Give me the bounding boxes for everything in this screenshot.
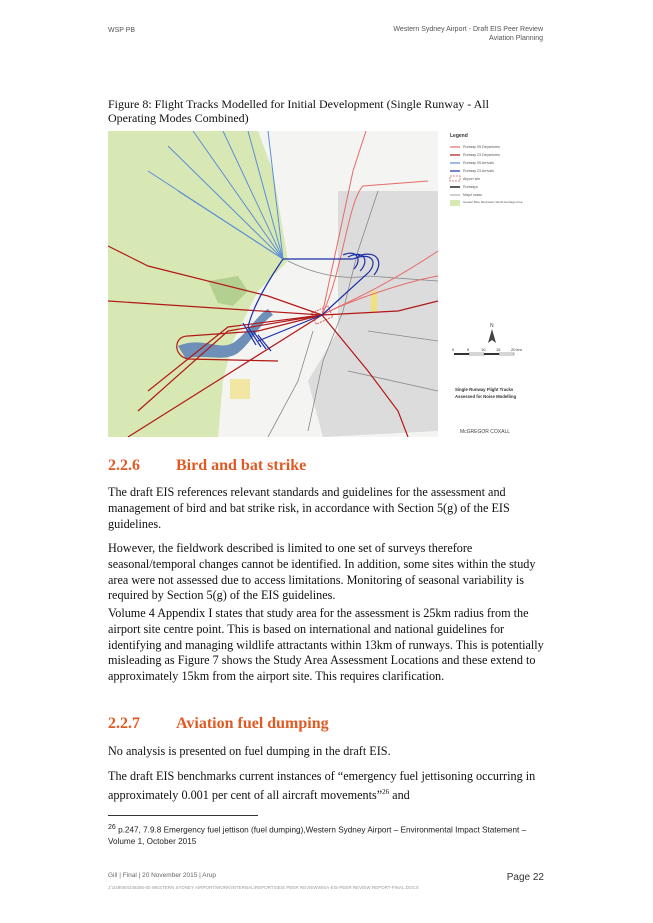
- section-heading-fuel-dumping: [108, 715, 329, 733]
- paragraph-fuel-benchmark: [108, 769, 545, 804]
- map-svg: [108, 131, 540, 437]
- footnote: [108, 822, 548, 847]
- scale-label: 15: [496, 347, 501, 352]
- map-logo: McGREGOR COXALL: [460, 429, 511, 435]
- section-number: 2.2.6: [108, 457, 140, 474]
- footnote-ref[interactable]: 26: [382, 787, 390, 796]
- header-title: [393, 25, 543, 43]
- section-title: Aviation fuel dumping: [176, 715, 329, 732]
- page-number: Page 22: [506, 872, 544, 883]
- section-number: 2.2.7: [108, 715, 140, 732]
- header-title-line1: Western Sydney Airport - Draft EIS Peer Review: [393, 26, 543, 33]
- svg-text:Assessed for Noise Modelling: Assessed for Noise Modelling: [455, 394, 517, 399]
- legend-title: Legend: [450, 133, 468, 139]
- figure-caption-line1: Figure 8: Flight Tracks Modelled for Initial Development (Single Runway - All: [108, 97, 489, 111]
- flight-tracks-map: [108, 131, 540, 437]
- scale-label: 5: [467, 347, 470, 352]
- svg-text:N: N: [490, 323, 494, 329]
- footnote-rule: [108, 815, 258, 816]
- paragraph-text: The draft EIS benchmarks current instances of “emergency fuel jettisoning occurring in approximately 0.001 per cent of all aircraft movements”: [108, 769, 536, 802]
- paragraph: No analysis is presented on fuel dumping in the draft EIS.: [108, 744, 391, 758]
- svg-text:Single Runway Flight Tracks: Single Runway Flight Tracks: [455, 387, 514, 392]
- legend-item: Greater Blue Mountains World Heritage Area: [463, 200, 523, 204]
- legend-item: Airport site: [463, 177, 481, 181]
- paragraph: However, the fieldwork described is limited to one set of surveys therefore seasonal/temporal changes cannot be identified. In addition, some sites within the study area were not assessed due to access limitations. Monitoring of seasonal variability is required by Section 5(g) of the EIS guidelines.: [108, 541, 536, 603]
- scale-label: 10: [481, 347, 486, 352]
- legend-item: Runway 23 Departures: [463, 153, 500, 157]
- figure-caption-line2: Operating Modes Combined): [108, 111, 249, 125]
- legend-item: Runway 23 Arrivals: [463, 169, 494, 173]
- section-heading-bird-bat: [108, 457, 306, 475]
- header-title-line2: Aviation Planning: [489, 35, 543, 42]
- footer-left: Gill | Final | 20 November 2015 | Arup: [108, 872, 217, 879]
- paragraph-text-end: and: [389, 787, 410, 802]
- header-company: WSP PB: [108, 27, 136, 34]
- paragraph: The draft EIS references relevant standards and guidelines for the assessment and management of bird and bat strike risk, in accordance with Section 5(g) of the EIS guidelines.: [108, 485, 510, 531]
- legend-item: Runway 05 Departures: [463, 145, 500, 149]
- scale-label: 0: [452, 347, 455, 352]
- figure-caption: [108, 97, 548, 125]
- legend-item: Runway 05 Arrivals: [463, 161, 494, 165]
- footer-file-path: J:\249000\249285-00 WESTERN SYDNEY AIRPORT\WORK\INTERNAL\REPORTS\EIS PEER REVIEW\WSA-EIS-PEER REVIEW REPORT-FINAL.DOCX: [108, 885, 419, 890]
- footnote-text: p.247, 7.9.8 Emergency fuel jettison (fuel dumping),Western Sydney Airport – Environmental Impact Statement – Volume 1, October 2015: [108, 825, 527, 846]
- section-title: Bird and bat strike: [176, 457, 307, 474]
- footnote-mark: 26: [108, 824, 116, 831]
- legend-item: Runways: [463, 185, 478, 189]
- legend-item: Major roads: [463, 193, 482, 197]
- scale-label: 20 km: [511, 347, 522, 352]
- paragraph: Volume 4 Appendix I states that study area for the assessment is 25km radius from the airport site centre point. This is based on international and national guidelines for identifying and managing wildlife attractants within 13km of runways. This is potentially misleading as Figure 7 shows the Study Area Assessment Locations and these extend to approximately 15km from the airport site. This requires clarification.: [108, 606, 544, 684]
